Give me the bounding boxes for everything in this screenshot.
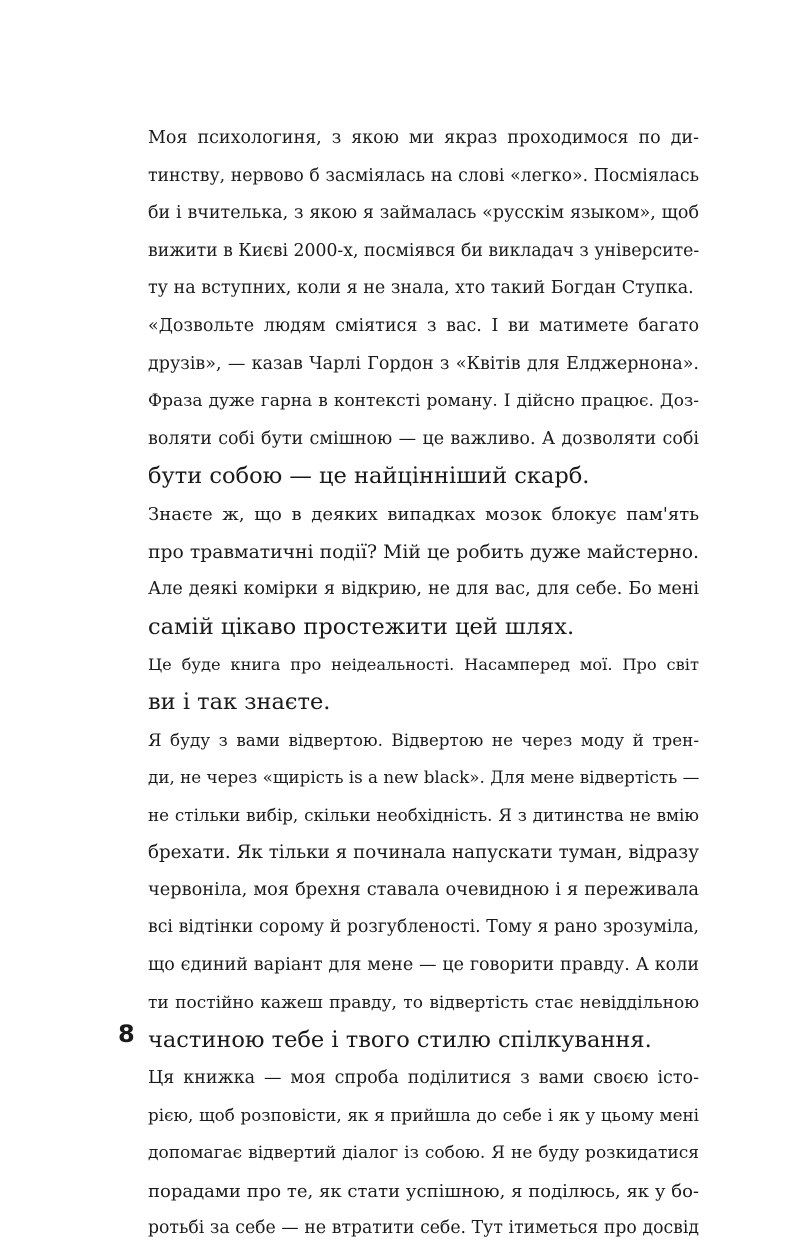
text-line: ти постійно кажеш правду, то відвертість стає невіддільною — [148, 992, 699, 1013]
paragraph — [118, 1060, 699, 1248]
text-line: тинству, нервово б засміялась на слові «легко». Посміялась — [148, 165, 699, 186]
text-line: бути собою — це найцінніший скарб. — [148, 463, 590, 490]
body-text — [118, 120, 699, 1248]
text-line: допомагає відвертий діалог із собою. Я не буду розкидатися — [148, 1143, 699, 1164]
paragraph — [118, 722, 699, 1060]
text-line: що єдиний варіант для мене — це говорити правду. А коли — [148, 955, 699, 976]
text-line: Знаєте ж, що в деяких випадках мозок блокує пам'ять — [148, 503, 699, 525]
page-number: 8 — [118, 1020, 135, 1048]
text-line: би і вчителька, з якою я займалась «русскім языком», щоб — [148, 203, 699, 224]
paragraph — [118, 496, 699, 646]
text-line: рією, щоб розповісти, як я прийшла до себе і як у цьому мені — [148, 1105, 699, 1126]
paragraph — [118, 646, 699, 721]
text-line: воляти собі бути смішною — це важливо. А дозволяти собі — [148, 428, 699, 449]
text-line: Це буде книга про неідеальності. Насамперед мої. Про світ — [148, 655, 699, 675]
text-line: ви і так знаєте. — [148, 688, 331, 715]
text-line: Фраза дуже гарна в контексті роману. І дійсно працює. Доз- — [148, 391, 699, 412]
text-line: друзів», — казав Чарлі Гордон з «Квітів для Елджернона». — [148, 353, 699, 374]
text-line: Ця книжка — моя спроба поділитися з вами своєю істо- — [148, 1067, 699, 1088]
text-line: ди, не через «щирість is a new black». Для мене відвертість — — [148, 767, 700, 788]
text-line: ту на вступних, коли я не знала, хто такий Богдан Ступка. — [148, 278, 694, 299]
text-line: не стільки вибір, скільки необхідність. Я з дитинства не вмію — [148, 804, 699, 825]
text-line: самій цікаво простежити цей шлях. — [148, 613, 575, 640]
text-line: про травматичні події? Мій це робить дуже майстерно. — [148, 541, 699, 563]
text-line: Моя психологиня, з якою ми якраз проходимося по ди- — [148, 128, 699, 148]
paragraph — [118, 120, 699, 308]
text-line: червоніла, моя брехня ставала очевидною і я переживала — [148, 879, 699, 900]
text-line: Я буду з вами відвертою. Відвертою не через моду й трен- — [148, 729, 699, 750]
text-line: ротьбі за себе — не втратити себе. Тут ітиметься про досвід — [148, 1218, 699, 1239]
text-line: брехати. Як тільки я починала напускати туман, відразу — [148, 842, 699, 864]
text-line: «Дозвольте людям сміятися з вас. І ви матимете багато — [148, 315, 699, 336]
text-line: порадами про те, як стати успішною, я поділюсь, як у бо- — [148, 1180, 699, 1202]
text-line: Але деякі комірки я відкрию, не для вас, для себе. Бо мені — [148, 579, 699, 600]
paragraph — [118, 308, 699, 496]
text-line: вижити в Києві 2000-х, посміявся би викладач з університе- — [148, 240, 700, 261]
text-line: частиною тебе і твого стилю спілкування. — [148, 1027, 652, 1054]
text-line: всі відтінки сорому й розгубленості. Тому я рано зрозуміла, — [148, 917, 699, 938]
